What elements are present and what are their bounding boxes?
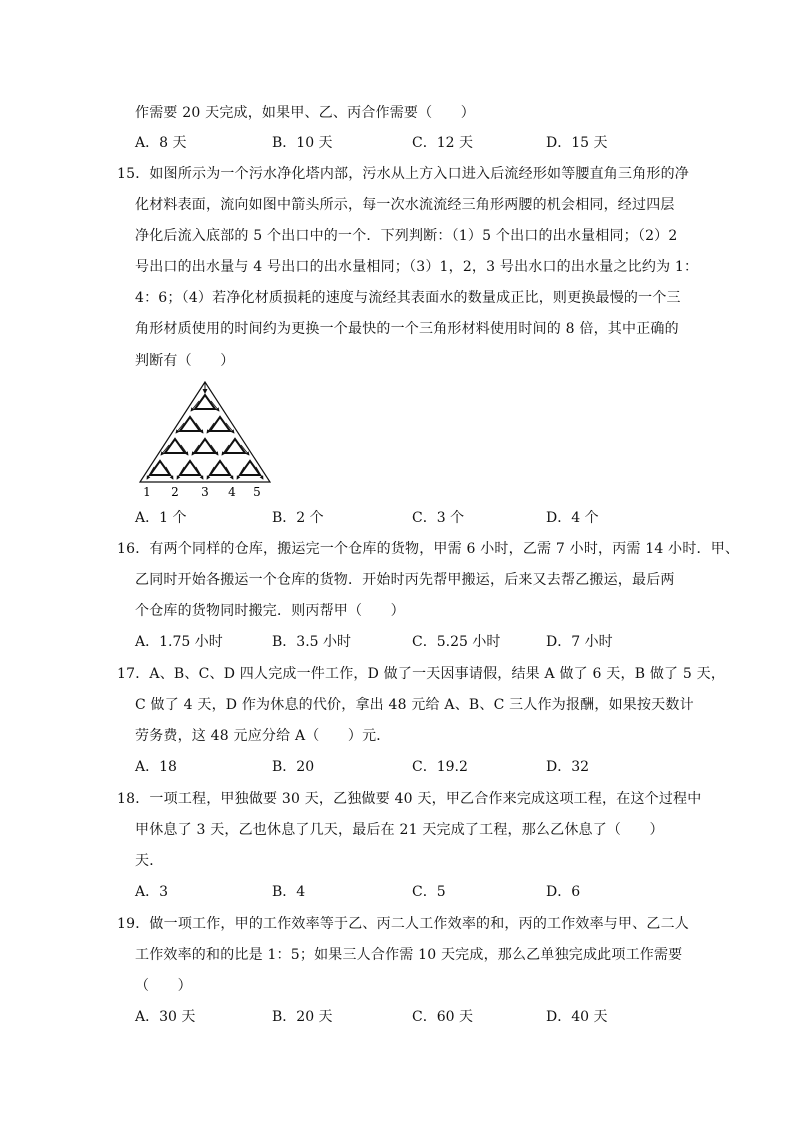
- q16-line-2: 乙同时开始各搬运一个仓库的货物．开始时丙先帮甲搬运，后来又去帮乙搬运，最后两: [135, 572, 675, 588]
- q16-line-1: 16．有两个同样的仓库，搬运完一个仓库的货物，甲需 6 小时，乙需 7 小时，丙需 14 小时．甲、: [117, 541, 740, 557]
- q15-line-5: 4：6；（4）若净化材质损耗的速度与流经其表面水的数量成正比，则更换最慢的一个三: [135, 290, 681, 306]
- purification-tower-figure: [135, 377, 275, 502]
- q19-line-3: （ ）: [135, 978, 192, 994]
- q16-line-3: 个仓库的货物同时搬完．则丙帮甲（ ）: [135, 603, 405, 619]
- q16-option-a: A．1.75 小时: [135, 634, 223, 650]
- q19-option-a: A．30 天: [135, 1009, 196, 1025]
- q17-option-d: D．32: [546, 759, 590, 775]
- outlet-label-2: 2: [171, 485, 179, 499]
- outlet-label-3: 3: [201, 485, 209, 499]
- q16-option-d: D．7 小时: [546, 634, 613, 650]
- q18-line-2: 甲休息了 3 天，乙也休息了几天，最后在 21 天完成了工程，那么乙休息了（ ）: [135, 822, 664, 838]
- q15-option-d: D．4 个: [546, 510, 599, 526]
- q17-line-3: 劳务费，这 48 元应分给 A（ ）元．: [135, 728, 391, 744]
- q15-line-6: 角形材质使用的时间约为更换一个最快的一个三角形材料使用时间的 8 倍，其中正确的: [135, 321, 679, 337]
- q17-option-c: C．19.2: [412, 759, 468, 775]
- outlet-label-4: 4: [228, 485, 236, 499]
- q18-option-d: D．6: [546, 884, 581, 900]
- q15-line-1: 15．如图所示为一个污水净化塔内部，污水从上方入口进入后流经形如等腰直角三角形的净: [117, 166, 690, 182]
- q17-line-2: C 做了 4 天，D 作为休息的代价，拿出 48 元给 A、B、C 三人作为报酬，如果按天数计: [135, 697, 694, 713]
- q18-line-1: 18．一项工程，甲独做要 30 天，乙独做要 40 天，甲乙合作来完成这项工程，在这个过程中: [117, 791, 702, 807]
- q15-line-4: 号出口的出水量与 4 号出口的出水量相同；（3）1，2，3 号出水口的出水量之比约为 1：: [135, 259, 699, 275]
- q17-option-a: A．18: [135, 759, 177, 775]
- q15-line-2: 化材料表面，流向如图中箭头所示，每一次水流流经三角形两腰的机会相同，经过四层: [135, 197, 675, 213]
- q18-line-3: 天．: [135, 853, 164, 869]
- q18-option-a: A．3: [135, 884, 169, 900]
- q14-option-c: C．12 天: [412, 135, 473, 151]
- q14-line-1: 作需要 20 天完成，如果甲、乙、丙合作需要（ ）: [135, 105, 475, 121]
- q19-option-b: B．20 天: [272, 1009, 333, 1025]
- q19-line-1: 19．做一项工作，甲的工作效率等于乙、丙二人工作效率的和，丙的工作效率与甲、乙二人: [117, 916, 690, 932]
- q16-option-b: B．3.5 小时: [272, 634, 352, 650]
- q18-option-c: C．5: [412, 884, 446, 900]
- q14-option-b: B．10 天: [272, 135, 333, 151]
- q19-option-d: D．40 天: [546, 1009, 608, 1025]
- q14-option-d: D．15 天: [546, 135, 608, 151]
- q19-line-2: 工作效率的和的比是 1：5；如果三人合作需 10 天完成，那么乙单独完成此项工作需要: [135, 947, 683, 963]
- q17-option-b: B．20: [272, 759, 315, 775]
- q16-option-c: C．5.25 小时: [412, 634, 501, 650]
- q15-option-c: C．3 个: [412, 510, 465, 526]
- q14-option-a: A．8 天: [135, 135, 187, 151]
- outlet-label-5: 5: [253, 485, 261, 499]
- q15-line-3: 净化后流入底部的 5 个出口中的一个．下列判断：（1）5 个出口的出水量相同；（2）2: [135, 228, 678, 244]
- q19-option-c: C．60 天: [412, 1009, 473, 1025]
- q17-line-1: 17．A、B、C、D 四人完成一件工作，D 做了一天因事请假，结果 A 做了 6 天，B 做了 5 天，: [117, 666, 726, 682]
- q18-option-b: B．4: [272, 884, 306, 900]
- q15-option-b: B．2 个: [272, 510, 324, 526]
- q15-line-7: 判断有（ ）: [135, 353, 235, 369]
- outlet-label-1: 1: [143, 485, 151, 499]
- q15-option-a: A．1 个: [135, 510, 187, 526]
